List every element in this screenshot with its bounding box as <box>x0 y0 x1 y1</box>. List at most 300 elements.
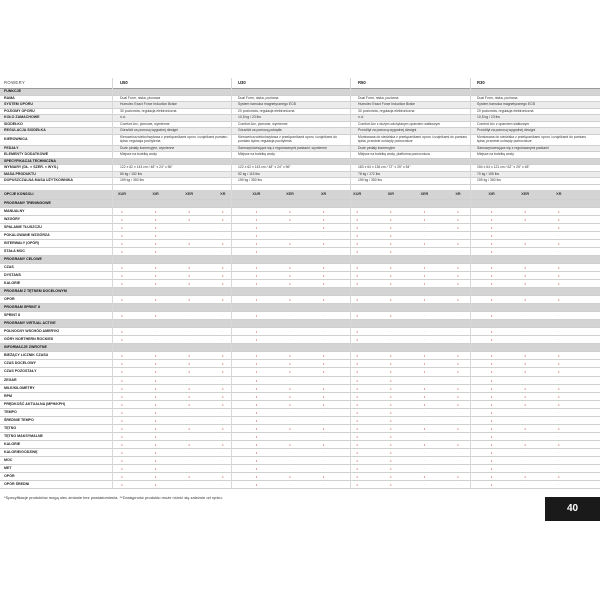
console-feature-label: STAŁA MOC <box>4 248 25 253</box>
available-dot: • <box>490 385 493 391</box>
not-available-dash: · <box>558 232 560 238</box>
available-dot: • <box>524 369 526 375</box>
not-available-dash: · <box>322 466 325 472</box>
console-feature-label: POKALOWANE WZGÓRZA <box>4 232 50 237</box>
console-row <box>0 457 600 465</box>
column-divider <box>350 78 351 489</box>
available-dot: • <box>423 240 426 246</box>
console-feature-label: INTERWAŁY (OPÓR) <box>4 240 40 245</box>
spec-sheet <box>0 78 600 489</box>
available-dot: • <box>390 208 392 214</box>
not-available-dash: · <box>322 329 325 335</box>
available-dot: • <box>255 417 258 423</box>
available-dot: • <box>356 297 358 303</box>
spec-value: Comfort Arc, pionowe, wymienne <box>238 121 288 126</box>
available-dot: • <box>490 353 493 359</box>
available-dot: • <box>457 393 459 399</box>
console-column-label: XER <box>185 191 194 196</box>
available-dot: • <box>390 280 392 286</box>
console-feature-label: KALORIE <box>4 441 21 446</box>
spec-value: 78 kg / 172 lbs <box>358 171 381 176</box>
available-dot: • <box>390 361 392 367</box>
console-row <box>0 280 600 288</box>
not-available-dash: · <box>289 417 291 423</box>
available-dot: • <box>356 248 358 254</box>
available-dot: • <box>154 272 157 278</box>
console-row <box>0 473 600 481</box>
header-category: ROWERY <box>4 80 26 85</box>
not-available-dash: · <box>423 377 426 383</box>
available-dot: • <box>524 240 526 246</box>
console-row <box>0 264 600 272</box>
available-dot: • <box>558 425 560 431</box>
available-dot: • <box>322 401 325 407</box>
not-available-dash: · <box>524 337 526 343</box>
page-number: 40 <box>545 497 600 521</box>
not-available-dash: · <box>154 329 157 335</box>
available-dot: • <box>121 482 123 488</box>
not-available-dash: · <box>322 248 325 254</box>
available-dot: • <box>524 385 526 391</box>
available-dot: • <box>558 280 560 286</box>
available-dot: • <box>154 313 157 319</box>
spec-value: 65 kg / 152 lbs <box>120 171 143 176</box>
not-available-dash: · <box>423 449 426 455</box>
console-feature-label: PRĘDKOŚĆ AKTUALNA (MPH/KPH) <box>4 401 66 406</box>
available-dot: • <box>322 240 325 246</box>
not-available-dash: · <box>524 417 526 423</box>
available-dot: • <box>490 272 493 278</box>
spec-label: DOPUSZCZALNA MASA UŻYTKOWNIKA <box>4 178 74 182</box>
model-name: U30 <box>238 80 246 85</box>
available-dot: • <box>154 377 157 383</box>
available-dot: • <box>457 441 459 447</box>
console-row <box>0 208 600 216</box>
available-dot: • <box>558 272 560 278</box>
available-dot: • <box>390 272 392 278</box>
available-dot: • <box>255 313 258 319</box>
available-dot: • <box>457 297 459 303</box>
available-dot: • <box>121 216 123 222</box>
available-dot: • <box>121 474 123 480</box>
console-feature-label: MOC <box>4 458 13 462</box>
not-available-dash: · <box>558 458 560 463</box>
not-available-dash: · <box>558 337 560 343</box>
available-dot: • <box>154 361 157 367</box>
available-dot: • <box>222 240 224 246</box>
not-available-dash: · <box>524 313 526 319</box>
not-available-dash: · <box>289 466 291 472</box>
not-available-dash: · <box>188 466 190 472</box>
not-available-dash: · <box>558 377 560 383</box>
spec-value: 122 x 62 x 143 cm / 48" x 24" x 56" <box>120 165 173 169</box>
spec-value: Samowyrównujące się z regulowanymi paskami <box>477 145 549 150</box>
not-available-dash: · <box>524 377 526 383</box>
available-dot: • <box>423 393 426 399</box>
available-dot: • <box>322 393 325 399</box>
not-available-dash: · <box>423 329 426 335</box>
available-dot: • <box>154 474 157 480</box>
available-dot: • <box>390 409 392 415</box>
not-available-dash: · <box>222 417 224 423</box>
spec-value: Duże pedały komercyjne, wymienne <box>120 145 175 150</box>
console-column-label: XIR <box>387 191 394 196</box>
available-dot: • <box>222 385 224 391</box>
available-dot: • <box>222 361 224 367</box>
available-dot: • <box>490 280 493 286</box>
not-available-dash: · <box>222 232 224 238</box>
console-feature-label: TĘTNO <box>4 425 17 430</box>
available-dot: • <box>390 377 392 383</box>
not-available-dash: · <box>457 329 459 335</box>
available-dot: • <box>255 433 258 439</box>
spec-label: SIODEŁKO <box>4 121 23 126</box>
console-row <box>0 449 600 457</box>
available-dot: • <box>524 401 526 407</box>
available-dot: • <box>255 458 258 463</box>
available-dot: • <box>121 280 123 286</box>
spec-value: Dual Form, niska, pionowa <box>120 95 161 100</box>
available-dot: • <box>322 353 325 359</box>
console-feature-label: KALORIE <box>4 280 21 285</box>
available-dot: • <box>558 224 560 230</box>
console-column-label: XR <box>320 191 327 196</box>
available-dot: • <box>255 248 258 254</box>
available-dot: • <box>490 361 493 367</box>
not-available-dash: · <box>188 433 190 439</box>
not-available-dash: · <box>289 482 291 488</box>
available-dot: • <box>154 264 157 270</box>
spec-value: 159 kg / 350 lbs <box>120 178 144 182</box>
available-dot: • <box>356 474 358 480</box>
available-dot: • <box>289 385 291 391</box>
not-available-dash: · <box>457 409 459 415</box>
console-section-title: PROGRAMY TRENINGOWE <box>4 200 51 205</box>
console-row <box>0 393 600 401</box>
not-available-dash: · <box>289 409 291 415</box>
console-feature-label: OPÓR ŚREDNI <box>4 482 30 487</box>
not-available-dash: · <box>322 377 325 383</box>
available-dot: • <box>154 280 157 286</box>
not-available-dash: · <box>457 248 459 254</box>
spec-value: Miejsce na butelkę wody <box>238 152 275 156</box>
available-dot: • <box>390 393 392 399</box>
available-dot: • <box>423 280 426 286</box>
available-dot: • <box>356 466 358 472</box>
available-dot: • <box>490 433 493 439</box>
console-row <box>0 368 600 376</box>
available-dot: • <box>423 401 426 407</box>
available-dot: • <box>490 264 493 270</box>
available-dot: • <box>222 353 224 359</box>
not-available-dash: · <box>289 433 291 439</box>
available-dot: • <box>121 224 123 230</box>
not-available-dash: · <box>423 482 426 488</box>
available-dot: • <box>390 240 392 246</box>
available-dot: • <box>154 385 157 391</box>
not-available-dash: · <box>222 482 224 488</box>
available-dot: • <box>457 385 459 391</box>
available-dot: • <box>121 401 123 407</box>
not-available-dash: · <box>188 248 190 254</box>
console-feature-label: WZGÓRY <box>4 216 21 221</box>
available-dot: • <box>423 474 426 480</box>
not-available-dash: · <box>188 329 190 335</box>
available-dot: • <box>121 458 123 463</box>
not-available-dash: · <box>457 377 459 383</box>
not-available-dash: · <box>222 329 224 335</box>
not-available-dash: · <box>188 337 190 343</box>
available-dot: • <box>188 353 190 359</box>
spec-value: Comfort Arc z oparciem siatkowym <box>477 121 530 126</box>
available-dot: • <box>121 385 123 391</box>
available-dot: • <box>558 297 560 303</box>
available-dot: • <box>188 216 190 222</box>
available-dot: • <box>222 393 224 399</box>
spec-value: Góra/dół za pomocą pokrętła <box>238 128 282 132</box>
available-dot: • <box>255 216 258 222</box>
available-dot: • <box>490 393 493 399</box>
console-feature-label: GÓRY NORTHERN ROCKIES <box>4 337 54 342</box>
console-feature-label: TĘTNO MAKSYMALNE <box>4 433 43 438</box>
available-dot: • <box>255 240 258 246</box>
available-dot: • <box>154 441 157 447</box>
available-dot: • <box>154 240 157 246</box>
console-row <box>0 433 600 441</box>
available-dot: • <box>154 409 157 415</box>
spec-value: Dual Form, niska, pozioma <box>358 95 399 100</box>
spec-label: KOŁO ZAMACHOWE <box>4 115 40 119</box>
not-available-dash: · <box>154 337 157 343</box>
available-dot: • <box>558 474 560 480</box>
console-column-label: XER <box>420 191 429 196</box>
available-dot: • <box>121 337 123 343</box>
not-available-dash: · <box>289 449 291 455</box>
available-dot: • <box>188 280 190 286</box>
available-dot: • <box>154 224 157 230</box>
available-dot: • <box>423 208 426 214</box>
available-dot: • <box>457 224 459 230</box>
not-available-dash: · <box>558 466 560 472</box>
available-dot: • <box>222 369 224 375</box>
available-dot: • <box>390 482 392 488</box>
console-section <box>0 304 600 312</box>
console-feature-label: SPALANIE TŁUSZCZU <box>4 224 42 229</box>
spec-value: 183 x 64 x 136 cm / 72" x 25" x 54" <box>358 165 411 169</box>
available-dot: • <box>356 441 358 447</box>
available-dot: • <box>188 240 190 246</box>
console-feature-label: CZAS DOCELOWY <box>4 361 36 366</box>
not-available-dash: · <box>222 224 224 230</box>
console-row <box>0 377 600 385</box>
available-dot: • <box>121 264 123 270</box>
console-row <box>0 385 600 393</box>
spec-value: 159 kg / 350 lbs <box>477 178 501 182</box>
available-dot: • <box>490 449 493 455</box>
not-available-dash: · <box>558 433 560 439</box>
available-dot: • <box>524 208 526 214</box>
available-dot: • <box>356 232 358 238</box>
available-dot: • <box>390 385 392 391</box>
spec-label: SYSTEM OPORU <box>4 102 33 106</box>
available-dot: • <box>322 208 325 214</box>
available-dot: • <box>558 369 560 375</box>
spec-label: MASA PRODUKTU <box>4 171 36 176</box>
available-dot: • <box>188 361 190 367</box>
not-available-dash: · <box>558 482 560 488</box>
available-dot: • <box>356 264 358 270</box>
console-column-label: XIR <box>488 191 495 196</box>
available-dot: • <box>524 361 526 367</box>
available-dot: • <box>490 425 493 431</box>
spec-value: Miejsce na butelkę wody <box>120 152 157 156</box>
not-available-dash: · <box>289 458 291 463</box>
console-column-label: XUR <box>252 191 261 196</box>
console-column-label: XER <box>521 191 530 196</box>
available-dot: • <box>356 425 358 431</box>
available-dot: • <box>390 313 392 319</box>
available-dot: • <box>289 474 291 480</box>
not-available-dash: · <box>188 458 190 463</box>
not-available-dash: · <box>524 248 526 254</box>
spec-value: 122 x 62 x 143 cm / 48" x 24" x 56" <box>238 165 291 169</box>
available-dot: • <box>390 425 392 431</box>
spec-value: 20 poziomów, regulacja elektroniczna <box>238 108 295 113</box>
available-dot: • <box>188 272 190 278</box>
console-row <box>0 336 600 344</box>
available-dot: • <box>390 449 392 455</box>
console-row <box>0 481 600 489</box>
available-dot: • <box>289 208 291 214</box>
available-dot: • <box>390 466 392 472</box>
available-dot: • <box>121 240 123 246</box>
available-dot: • <box>255 208 258 214</box>
available-dot: • <box>322 264 325 270</box>
available-dot: • <box>390 433 392 439</box>
available-dot: • <box>356 458 358 463</box>
console-section-title: PROGRAMY VIRTUAL ACTIVE <box>4 321 56 326</box>
available-dot: • <box>390 369 392 375</box>
console-row <box>0 272 600 280</box>
spec-value: 10,5 kg / 23 lbs <box>477 115 500 119</box>
available-dot: • <box>356 417 358 423</box>
spec-value: Montowana do siedziska z przełącznikami oporu i czujnikami do pomiaru tętna, przednie uchwyty pomocnicze <box>477 134 587 144</box>
available-dot: • <box>121 313 123 319</box>
spec-value: 20 poziomów, regulacja elektroniczna <box>477 108 534 113</box>
console-feature-label: SPRINT 8 <box>4 313 21 318</box>
spec-value: Kierownica wielochwytowa z przełącznikami oporu i czujnikami do pomiaru tętna; regulacja pochylenia <box>238 134 337 144</box>
not-available-dash: · <box>322 313 325 319</box>
available-dot: • <box>490 474 493 480</box>
available-dot: • <box>222 441 224 447</box>
available-dot: • <box>524 297 526 303</box>
available-dot: • <box>356 401 358 407</box>
not-available-dash: · <box>322 449 325 455</box>
spec-value: Kierownica wielochwytowa z przełącznikami oporu i czujnikami pomiaru tętna; regulacja pochylenia <box>120 134 228 144</box>
not-available-dash: · <box>524 409 526 415</box>
available-dot: • <box>390 232 392 238</box>
available-dot: • <box>457 240 459 246</box>
console-row <box>0 425 600 433</box>
section-title: FUNKCJE <box>4 89 21 93</box>
available-dot: • <box>322 441 325 447</box>
available-dot: • <box>154 433 157 439</box>
spec-value: Przód/tył za pomocą wygodnej dźwigni <box>477 128 536 132</box>
console-column-label: XER <box>286 191 294 196</box>
available-dot: • <box>390 216 392 222</box>
available-dot: • <box>457 353 459 359</box>
console-feature-label: CZAS <box>4 264 14 269</box>
console-section <box>0 256 600 264</box>
not-available-dash: · <box>558 329 560 335</box>
available-dot: • <box>121 417 123 423</box>
not-available-dash: · <box>188 482 190 488</box>
available-dot: • <box>289 361 291 367</box>
available-dot: • <box>423 297 426 303</box>
console-feature-label: ZEGAR <box>4 377 17 382</box>
available-dot: • <box>558 208 560 214</box>
not-available-dash: · <box>289 232 291 238</box>
available-dot: • <box>154 449 157 455</box>
available-dot: • <box>255 232 258 238</box>
not-available-dash: · <box>457 433 459 439</box>
available-dot: • <box>457 216 459 222</box>
not-available-dash: · <box>322 458 325 463</box>
available-dot: • <box>289 401 291 407</box>
available-dot: • <box>188 208 190 214</box>
not-available-dash: · <box>188 449 190 455</box>
spec-label: POZIOMY OPORU <box>4 108 35 113</box>
not-available-dash: · <box>188 224 190 230</box>
console-feature-label: DYSTANS <box>4 272 21 277</box>
available-dot: • <box>490 297 493 303</box>
available-dot: • <box>457 272 459 278</box>
available-dot: • <box>356 482 358 488</box>
available-dot: • <box>390 297 392 303</box>
available-dot: • <box>490 232 493 238</box>
available-dot: • <box>524 216 526 222</box>
available-dot: • <box>457 361 459 367</box>
console-feature-label: OPÓR <box>4 474 15 479</box>
available-dot: • <box>154 248 157 254</box>
available-dot: • <box>457 264 459 270</box>
available-dot: • <box>490 240 493 246</box>
spec-value: Samowyrównujące się z regulowanymi paskami, wymienne <box>238 145 327 150</box>
not-available-dash: · <box>289 313 291 319</box>
available-dot: • <box>121 377 123 383</box>
not-available-dash: · <box>222 313 224 319</box>
not-available-dash: · <box>188 377 190 383</box>
console-column-label: XIR <box>152 191 159 196</box>
available-dot: • <box>524 280 526 286</box>
available-dot: • <box>154 393 157 399</box>
not-available-dash: · <box>524 433 526 439</box>
available-dot: • <box>322 272 325 278</box>
available-dot: • <box>390 474 392 480</box>
not-available-dash: · <box>322 337 325 343</box>
available-dot: • <box>255 441 258 447</box>
console-column-label: XUR <box>353 191 362 196</box>
available-dot: • <box>121 369 123 375</box>
available-dot: • <box>154 482 157 488</box>
available-dot: • <box>490 313 493 319</box>
available-dot: • <box>457 369 459 375</box>
spec-value: n.d. <box>120 115 126 119</box>
available-dot: • <box>558 353 560 359</box>
available-dot: • <box>524 441 526 447</box>
spec-value: 159 kg / 350 lbs <box>358 178 382 182</box>
available-dot: • <box>322 224 325 230</box>
